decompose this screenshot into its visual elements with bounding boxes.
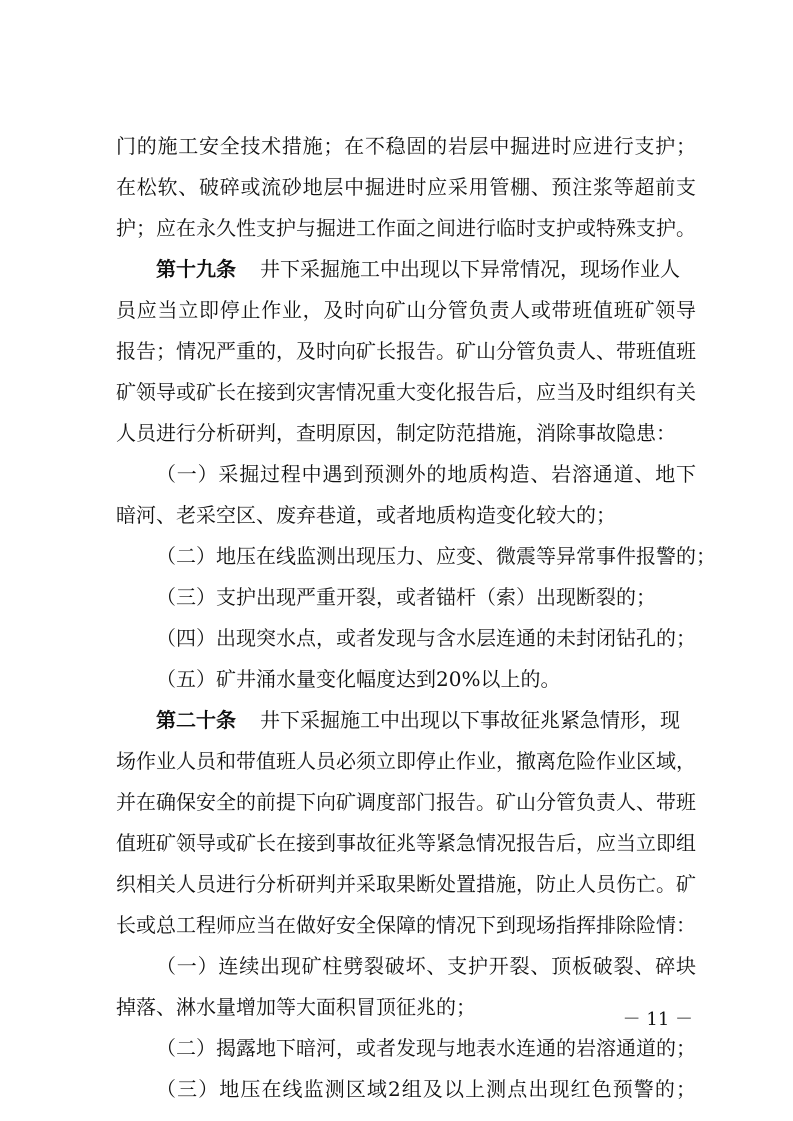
page-number: － 11 － (622, 1009, 693, 1030)
article-20-intro: 井下采掘施工中出现以下事故征兆紧急情形，现 (260, 708, 680, 732)
list-item-line: （四）出现突水点，或者发现与含水层连通的未封闭钻孔的； (156, 626, 696, 650)
article-19-heading-line (156, 249, 696, 289)
list-item-line: 暗河、老采空区、废弃巷道，或者地质构造变化较大的； (116, 503, 616, 527)
list-item-line: 掉落、淋水量增加等大面积冒顶征兆的； (116, 995, 476, 1019)
paragraph-line: 在松软、破碎或流砂地层中掘进时应采用管棚、预注浆等超前支 (116, 175, 696, 199)
paragraph-line: 人员进行分析研判，查明原因，制定防范措施，消除事故隐患： (116, 421, 676, 445)
paragraph-line: 场作业人员和带值班人员必须立即停止作业，撤离危险作业区域， (116, 749, 696, 773)
paragraph-line: 值班矿领导或矿长在接到事故征兆等紧急情况报告后，应当立即组 (116, 831, 696, 855)
paragraph-line: 织相关人员进行分析研判并采取果断处置措施，防止人员伤亡。矿 (116, 872, 696, 896)
paragraph-line: 员应当立即停止作业，及时向矿山分管负责人或带班值班矿领导 (116, 298, 696, 322)
article-19-title: 第十九条 (156, 257, 236, 281)
list-item-line: （二）揭露地下暗河，或者发现与地表水连通的岩溶通道的； (156, 1036, 696, 1060)
paragraph-line: 长或总工程师应当在做好安全保障的情况下到现场指挥排除险情： (116, 913, 696, 937)
paragraph-line: 报告；情况严重的，及时向矿长报告。矿山分管负责人、带班值班 (116, 339, 696, 363)
article-20-heading-line (156, 700, 696, 740)
paragraph-line: 门的施工安全技术措施；在不稳固的岩层中掘进时应进行支护； (116, 134, 696, 158)
article-20-title: 第二十条 (156, 708, 236, 732)
paragraph-line: 矿领导或矿长在接到灾害情况重大变化报告后，应当及时组织有关 (116, 380, 696, 404)
list-item-line: （五）矿井涌水量变化幅度达到20%以上的。 (156, 667, 561, 691)
article-19-intro: 井下采掘施工中出现以下异常情况，现场作业人 (260, 257, 680, 281)
paragraph-line: 护；应在永久性支护与掘进工作面之间进行临时支护或特殊支护。 (116, 216, 696, 240)
list-item-line: （一）采掘过程中遇到预测外的地质构造、岩溶通道、地下 (156, 462, 696, 486)
list-item-line: （二）地压在线监测出现压力、应变、微震等异常事件报警的； (156, 544, 716, 568)
list-item-line: （三）支护出现严重开裂，或者锚杆（索）出现断裂的； (156, 585, 656, 609)
list-item-line: （一）连续出现矿柱劈裂破坏、支护开裂、顶板破裂、碎块 (156, 954, 696, 978)
list-item-line: （三）地压在线监测区域2组及以上测点出现红色预警的； (156, 1077, 696, 1101)
paragraph-line: 并在确保安全的前提下向矿调度部门报告。矿山分管负责人、带班 (116, 790, 696, 814)
